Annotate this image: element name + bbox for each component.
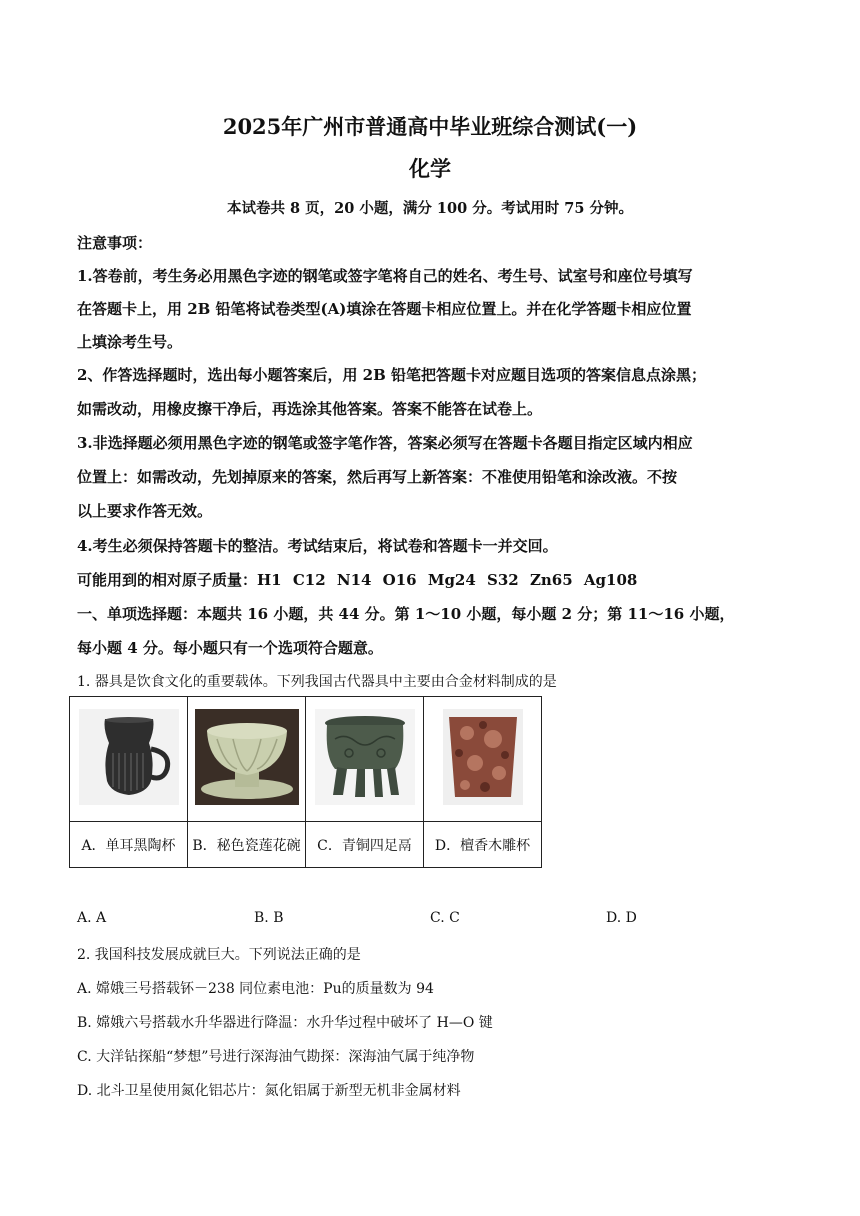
bronze-four-legged-li-image xyxy=(315,709,415,805)
question-1-options-table xyxy=(69,696,542,868)
option-a-label: A．单耳黑陶杯 xyxy=(70,822,188,868)
section-instructions: 一、单项选择题：本题共 16 小题，共 44 分。第 1～10 小题，每小题 2 分；第 11～16 小题， xyxy=(77,605,735,623)
note-line: 在答题卡上，用 2B 铅笔将试卷类型(A)填涂在答题卡相应位置上。并在化学答题卡相应位置 xyxy=(77,300,692,318)
question-2-option-a: A. 嫦娥三号搭载钚－238 同位素电池：Pu的质量数为 94 xyxy=(77,981,434,997)
sandalwood-carved-cup-image xyxy=(443,709,523,805)
celadon-lotus-bowl-image xyxy=(195,709,299,805)
option-d-label: D．檀香木雕杯 xyxy=(424,822,542,868)
note-line: 以上要求作答无效。 xyxy=(77,502,213,520)
question-2-stem: 2. 我国科技发展成就巨大。下列说法正确的是 xyxy=(77,947,361,963)
atomic-masses: 可能用到的相对原子质量：H1 C12 N14 O16 Mg24 S32 Zn65 Ag108 xyxy=(77,571,638,589)
question-2-option-b: B. 嫦娥六号搭载水升华器进行降温：水升华过程中破坏了 H—O 键 xyxy=(77,1015,493,1031)
notes-heading: 注意事项： xyxy=(77,234,153,252)
option-b-image-cell xyxy=(188,697,306,822)
exam-info: 本试卷共 8 页，20 小题，满分 100 分。考试用时 75 分钟。 xyxy=(226,200,634,217)
option-a-image-cell xyxy=(70,697,188,822)
note-line: 位置上：如需改动，先划掉原来的答案，然后再写上新答案：不准使用铅笔和涂改液。不按 xyxy=(77,468,678,486)
option-c-label: C．青铜四足鬲 xyxy=(306,822,424,868)
note-line: 上填涂考生号。 xyxy=(77,333,183,351)
note-line: 2、作答选择题时，选出每小题答案后，用 2B 铅笔把答题卡对应题目选项的答案信息点涂黑； xyxy=(77,366,707,384)
choice-b: B. B xyxy=(254,910,284,926)
note-line: 4.考生必须保持答题卡的整洁。考试结束后，将试卷和答题卡一并交回。 xyxy=(77,537,558,555)
exam-title: 2025年广州市普通高中毕业班综合测试(一) xyxy=(222,114,638,139)
question-1-stem: 1. 器具是饮食文化的重要载体。下列我国古代器具中主要由合金材料制成的是 xyxy=(77,674,557,690)
question-2-option-d: D. 北斗卫星使用氮化铝芯片：氮化铝属于新型无机非金属材料 xyxy=(77,1083,461,1099)
choice-d: D. D xyxy=(606,910,637,926)
black-pottery-cup-image xyxy=(79,709,179,805)
section-instructions: 每小题 4 分。每小题只有一个选项符合题意。 xyxy=(77,639,383,657)
question-2-option-c: C. 大洋钻探船“梦想”号进行深海油气勘探：深海油气属于纯净物 xyxy=(77,1049,475,1065)
option-d-image-cell xyxy=(424,697,542,822)
note-line: 如需改动，用橡皮擦干净后，再选涂其他答案。答案不能答在试卷上。 xyxy=(77,400,543,418)
choice-a: A. A xyxy=(77,910,107,926)
subject-title: 化学 xyxy=(409,156,451,181)
option-c-image-cell xyxy=(306,697,424,822)
option-b-label: B．秘色瓷莲花碗 xyxy=(188,822,306,868)
note-line: 1.答卷前，考生务必用黑色字迹的钢笔或签字笔将自己的姓名、考生号、试室号和座位号填写 xyxy=(77,267,693,285)
note-line: 3.非选择题必须用黑色字迹的钢笔或签字笔作答，答案必须写在答题卡各题目指定区域内相应 xyxy=(77,434,693,452)
choice-c: C. C xyxy=(430,910,460,926)
